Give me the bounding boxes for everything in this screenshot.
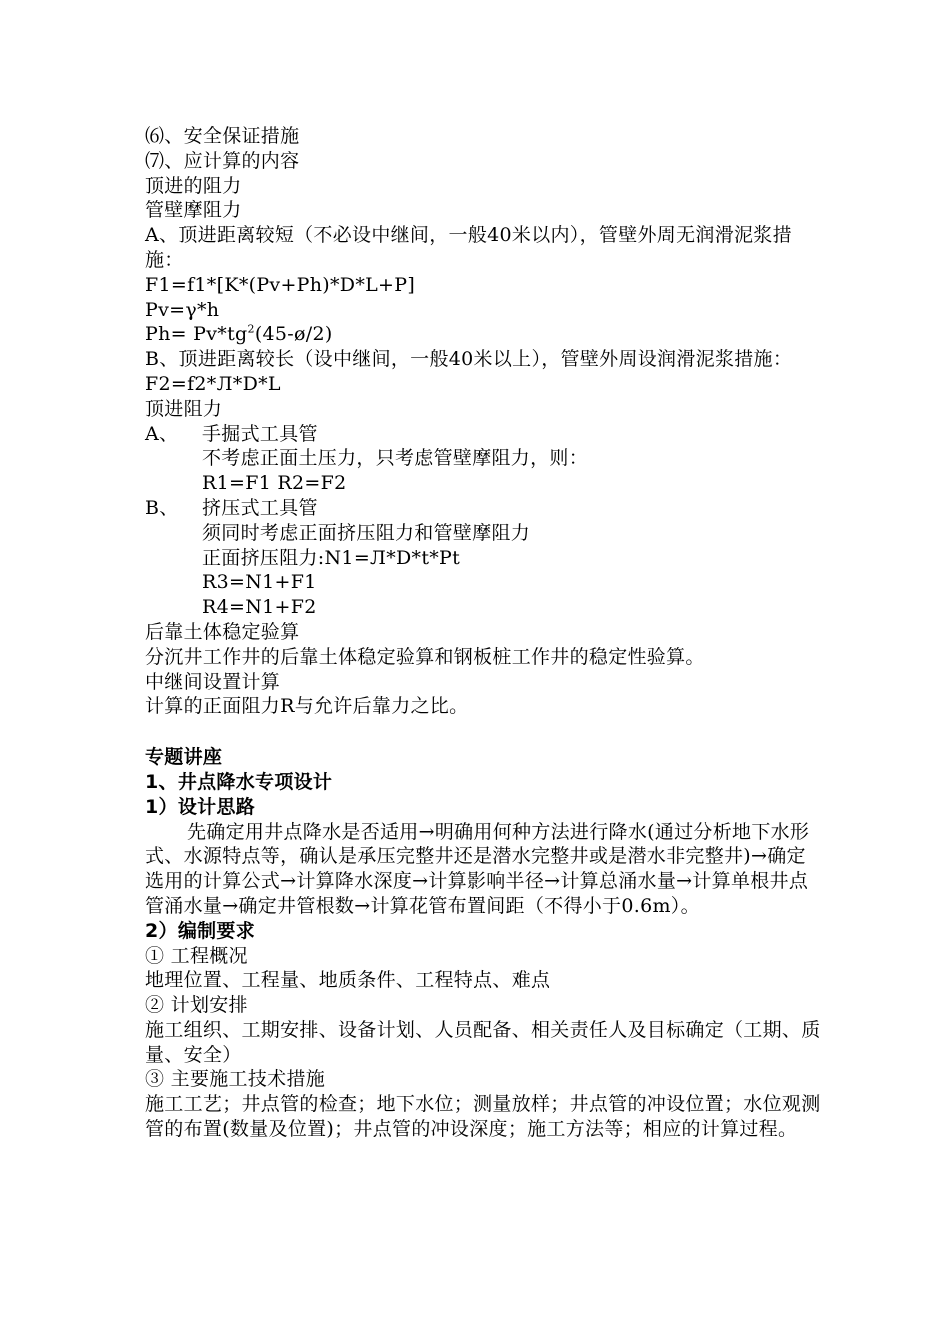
document-body bbox=[145, 124, 825, 1142]
req-3-title: ③ 主要施工技术措施 bbox=[145, 1068, 326, 1091]
item-a-formula: R1=F1 R2=F2 bbox=[202, 472, 347, 495]
item-b-r3: R3=N1+F1 bbox=[202, 571, 317, 594]
heading-jacking-resistance: 顶进的阻力 bbox=[145, 174, 242, 197]
subsection-design-idea: 1）设计思路 bbox=[145, 795, 256, 818]
section-lecture-title: 专题讲座 bbox=[145, 746, 223, 769]
formula-f1: F1=f1*[K*(Pv+Ph)*D*L+P] bbox=[145, 273, 416, 296]
case-b-text: B、顶进距离较长（设中继间，一般40米以上），管壁外周设润滑泥浆措施： bbox=[145, 348, 793, 371]
backfill-stability-text: 分沉井工作井的后靠土体稳定验算和钢板桩工作井的稳定性验算。 bbox=[145, 645, 705, 668]
item-b-r4: R4=N1+F2 bbox=[202, 596, 317, 619]
item-calculation-content: ⑺、应计算的内容 bbox=[145, 149, 300, 172]
req-2-text: 施工组织、工期安排、设备计划、人员配备、相关责任人及目标确定（工期、质量、安全） bbox=[145, 1018, 821, 1066]
item-a-desc: 不考虑正面土压力，只考虑管壁摩阻力，则： bbox=[202, 447, 589, 470]
item-b-extrusion-tool: B、 挤压式工具管 bbox=[145, 496, 318, 519]
design-idea-paragraph: 先确定用井点降水是否适用→明确用何种方法进行降水(通过分析地下水形式、水源特点等，确认是承压完整井还是潜水完整井或是潜水非完整井)→确定选用的计算公式→计算降水深度→计算影响半径→计算总涌水量→计算单根井点管涌水量→确定井管根数→计算花管布置间距（不得小于0.6m）。 bbox=[145, 820, 810, 917]
subsection-requirements: 2）编制要求 bbox=[145, 919, 256, 942]
formula-f2: F2=f2*Л*D*L bbox=[145, 372, 281, 395]
heading-jacking-force: 顶进阻力 bbox=[145, 397, 223, 420]
formula-ph: $Ph= Pv*tg^2(45-ø/2)$ bbox=[145, 323, 333, 346]
req-2-title: ② 计划安排 bbox=[145, 994, 248, 1017]
req-1-text: 地理位置、工程量、地质条件、工程特点、难点 bbox=[145, 969, 551, 992]
relay-station-text: 计算的正面阻力R与允许后靠力之比。 bbox=[145, 695, 469, 718]
case-a-text: A、顶进距离较短（不必设中继间，一般40米以内），管壁外周无润滑泥浆措施： bbox=[145, 224, 792, 271]
heading-relay-station: 中继间设置计算 bbox=[145, 670, 281, 693]
item-b-n1: 正面挤压阻力:N1=Л*D*t*Pt bbox=[202, 546, 461, 569]
heading-backfill-stability: 后靠土体稳定验算 bbox=[145, 620, 300, 643]
heading-wall-friction: 管壁摩阻力 bbox=[145, 199, 242, 222]
req-3-text: 施工工艺；井点管的检查；地下水位；测量放样；井点管的冲设位置；水位观测管的布置(数量及位置)；井点管的冲设深度；施工方法等；相应的计算过程。 bbox=[145, 1093, 821, 1141]
item-safety-measures: ⑹、安全保证措施 bbox=[145, 125, 300, 147]
formula-pv: Pv=γ*h bbox=[145, 298, 220, 321]
req-1-title: ① 工程概况 bbox=[145, 944, 248, 967]
item-a-manual-tool: A、 手掘式工具管 bbox=[145, 422, 318, 445]
item-b-desc: 须同时考虑正面挤压阻力和管壁摩阻力 bbox=[202, 521, 531, 544]
section-wellpoint-title: 1、井点降水专项设计 bbox=[145, 770, 333, 793]
